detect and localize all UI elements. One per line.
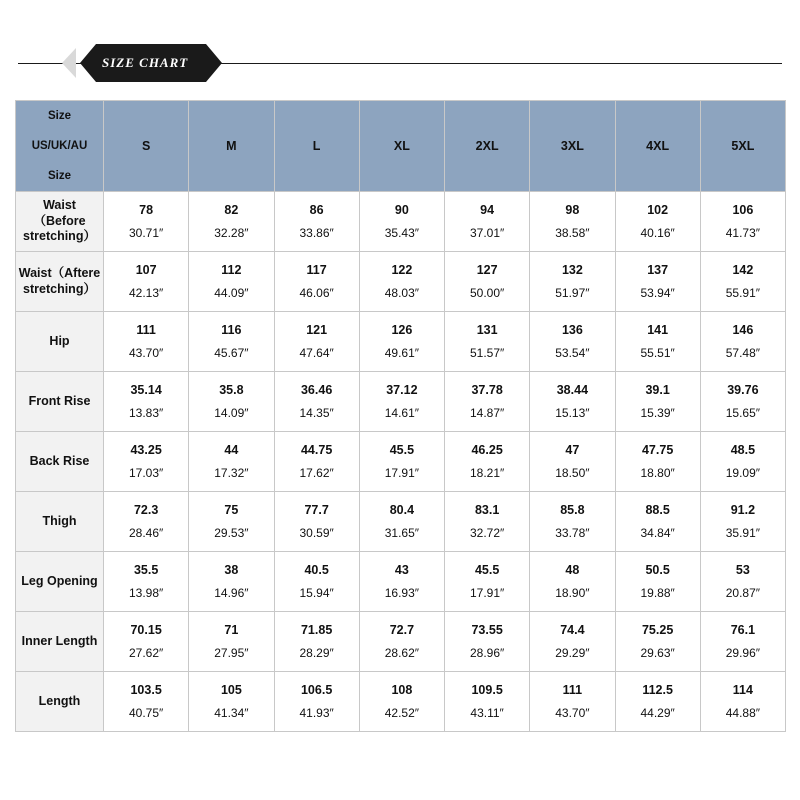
measurement-inch: 18.80″ bbox=[640, 466, 675, 480]
measurement-cell bbox=[530, 612, 615, 672]
measurement-cm: 127 bbox=[476, 263, 498, 277]
measurement-cell bbox=[530, 432, 615, 492]
measurement-cell bbox=[274, 252, 359, 312]
measurement-cm: 112.5 bbox=[642, 683, 673, 697]
row-label: Leg Opening bbox=[16, 552, 104, 612]
measurement-cell bbox=[359, 372, 444, 432]
measurement-cm: 108 bbox=[391, 683, 413, 697]
measurement-cell bbox=[615, 672, 700, 732]
measurement-cm: 146 bbox=[732, 323, 754, 337]
measurement-cell bbox=[615, 612, 700, 672]
measurement-cm: 76.1 bbox=[730, 623, 756, 637]
measurement-cm: 70.15 bbox=[130, 623, 162, 637]
measurement-inch: 17.91″ bbox=[384, 466, 420, 480]
measurement-inch: 53.94″ bbox=[640, 286, 675, 300]
ribbon-left-notch-icon bbox=[80, 44, 96, 82]
measurement-cell bbox=[104, 312, 189, 372]
column-header-size: 4XL bbox=[615, 101, 700, 192]
measurement-cm: 75.25 bbox=[641, 623, 674, 637]
measurement-cell bbox=[359, 672, 444, 732]
measurement-cell bbox=[700, 432, 785, 492]
measurement-inch: 45.67″ bbox=[214, 346, 249, 360]
column-header-size: L bbox=[274, 101, 359, 192]
measurement-inch: 29.29″ bbox=[555, 646, 590, 660]
measurement-inch: 28.46″ bbox=[128, 526, 164, 540]
ribbon-right-notch-icon bbox=[206, 44, 222, 82]
measurement-cm: 85.8 bbox=[560, 503, 585, 517]
measurement-inch: 53.54″ bbox=[555, 346, 590, 360]
measurement-cm: 37.78 bbox=[471, 383, 503, 397]
size-table-wrap bbox=[15, 100, 785, 732]
measurement-inch: 44.09″ bbox=[214, 286, 249, 300]
measurement-cell bbox=[445, 372, 530, 432]
table-row bbox=[16, 252, 786, 312]
measurement-cm: 103.5 bbox=[130, 683, 162, 697]
measurement-inch: 14.35″ bbox=[299, 406, 334, 420]
measurement-cell bbox=[445, 312, 530, 372]
measurement-inch: 57.48″ bbox=[725, 346, 761, 360]
measurement-inch: 18.90″ bbox=[555, 586, 590, 600]
measurement-cm: 39.1 bbox=[645, 383, 670, 397]
measurement-cell bbox=[700, 672, 785, 732]
measurement-inch: 18.50″ bbox=[555, 466, 590, 480]
measurement-cm: 47.75 bbox=[641, 443, 674, 457]
measurement-cm: 72.3 bbox=[133, 503, 159, 517]
measurement-inch: 28.96″ bbox=[469, 646, 505, 660]
measurement-inch: 29.63″ bbox=[640, 646, 675, 660]
measurement-cm: 106.5 bbox=[300, 683, 333, 697]
measurement-inch: 51.57″ bbox=[469, 346, 505, 360]
measurement-cell bbox=[189, 552, 274, 612]
table-row bbox=[16, 672, 786, 732]
measurement-cm: 78 bbox=[139, 203, 154, 217]
measurement-cm: 43.25 bbox=[130, 443, 162, 457]
measurement-cell bbox=[189, 432, 274, 492]
measurement-inch: 34.84″ bbox=[640, 526, 675, 540]
banner-ribbon bbox=[80, 44, 222, 82]
measurement-cell bbox=[445, 492, 530, 552]
measurement-cell bbox=[615, 492, 700, 552]
table-row bbox=[16, 312, 786, 372]
corner-label-region: US/UK/AU bbox=[31, 139, 88, 152]
measurement-inch: 15.94″ bbox=[299, 586, 334, 600]
measurement-cell bbox=[189, 492, 274, 552]
measurement-cm: 39.76 bbox=[727, 383, 759, 397]
measurement-cm: 47 bbox=[565, 443, 580, 457]
measurement-inch: 14.87″ bbox=[469, 406, 505, 420]
measurement-inch: 29.96″ bbox=[725, 646, 761, 660]
measurement-inch: 43.11″ bbox=[470, 706, 504, 720]
table-row bbox=[16, 432, 786, 492]
measurement-cell bbox=[700, 252, 785, 312]
measurement-cell bbox=[530, 372, 615, 432]
measurement-cm: 83.1 bbox=[474, 503, 500, 517]
measurement-inch: 17.91″ bbox=[469, 586, 505, 600]
measurement-cell bbox=[274, 672, 359, 732]
measurement-cm: 122 bbox=[391, 263, 413, 277]
measurement-cm: 117 bbox=[306, 263, 327, 277]
measurement-inch: 13.83″ bbox=[128, 406, 164, 420]
measurement-cm: 109.5 bbox=[471, 683, 503, 697]
measurement-cm: 111 bbox=[562, 683, 583, 697]
measurement-cell bbox=[359, 552, 444, 612]
measurement-cell bbox=[700, 312, 785, 372]
row-label: Thigh bbox=[16, 492, 104, 552]
measurement-cm: 72.7 bbox=[389, 623, 415, 637]
measurement-cm: 45.5 bbox=[389, 443, 415, 457]
measurement-cm: 90 bbox=[394, 203, 409, 217]
table-corner-cell bbox=[16, 101, 104, 192]
measurement-inch: 51.97″ bbox=[555, 286, 590, 300]
row-label: Inner Length bbox=[16, 612, 104, 672]
measurement-cm: 71 bbox=[224, 623, 239, 637]
measurement-cm: 77.7 bbox=[304, 503, 329, 517]
measurement-inch: 41.34″ bbox=[214, 706, 249, 720]
measurement-inch: 14.09″ bbox=[214, 406, 249, 420]
measurement-cell bbox=[274, 192, 359, 252]
measurement-inch: 40.16″ bbox=[640, 226, 675, 240]
measurement-cell bbox=[615, 552, 700, 612]
measurement-cm: 131 bbox=[476, 323, 498, 337]
table-row bbox=[16, 192, 786, 252]
measurement-inch: 16.93″ bbox=[384, 586, 420, 600]
measurement-inch: 40.75″ bbox=[128, 706, 164, 720]
measurement-cm: 114 bbox=[732, 683, 753, 697]
measurement-inch: 18.21″ bbox=[469, 466, 505, 480]
measurement-inch: 44.88″ bbox=[725, 706, 761, 720]
measurement-inch: 32.28″ bbox=[214, 226, 249, 240]
measurement-inch: 15.65″ bbox=[725, 406, 761, 420]
measurement-cell bbox=[700, 612, 785, 672]
column-header-size: 5XL bbox=[700, 101, 785, 192]
measurement-cell bbox=[274, 432, 359, 492]
column-header-size: 3XL bbox=[530, 101, 615, 192]
measurement-cm: 48 bbox=[565, 563, 580, 577]
measurement-inch: 29.53″ bbox=[214, 526, 249, 540]
measurement-cell bbox=[615, 372, 700, 432]
measurement-cell bbox=[700, 372, 785, 432]
row-label: Hip bbox=[16, 312, 104, 372]
measurement-inch: 43.70″ bbox=[555, 706, 590, 720]
measurement-cm: 50.5 bbox=[645, 563, 670, 577]
measurement-cm: 106 bbox=[732, 203, 754, 217]
size-table bbox=[15, 100, 786, 732]
measurement-cm: 40.5 bbox=[304, 563, 329, 577]
measurement-cm: 35.14 bbox=[130, 383, 162, 397]
table-body bbox=[16, 192, 786, 732]
measurement-cm: 132 bbox=[561, 263, 583, 277]
measurement-inch: 14.61″ bbox=[384, 406, 420, 420]
measurement-inch: 19.09″ bbox=[725, 466, 761, 480]
measurement-inch: 50.00″ bbox=[469, 286, 505, 300]
measurement-cell bbox=[530, 672, 615, 732]
measurement-inch: 28.62″ bbox=[384, 646, 420, 660]
measurement-inch: 17.03″ bbox=[128, 466, 164, 480]
measurement-cm: 44 bbox=[224, 443, 239, 457]
measurement-cell bbox=[615, 192, 700, 252]
measurement-cm: 46.25 bbox=[471, 443, 503, 457]
measurement-cell bbox=[189, 372, 274, 432]
measurement-inch: 17.62″ bbox=[299, 466, 334, 480]
measurement-inch: 27.62″ bbox=[128, 646, 164, 660]
measurement-cm: 121 bbox=[306, 323, 328, 337]
measurement-inch: 41.93″ bbox=[299, 706, 334, 720]
measurement-cm: 37.12 bbox=[386, 383, 418, 397]
column-header-size: S bbox=[104, 101, 189, 192]
page-title: SIZE CHART bbox=[102, 55, 189, 70]
measurement-cm: 136 bbox=[561, 323, 583, 337]
measurement-cell bbox=[104, 672, 189, 732]
corner-label-size2: Size bbox=[47, 169, 71, 182]
measurement-cm: 48.5 bbox=[730, 443, 756, 457]
measurement-inch: 41.73″ bbox=[725, 226, 761, 240]
measurement-cell bbox=[274, 372, 359, 432]
measurement-cm: 86 bbox=[309, 203, 324, 217]
measurement-cm: 35.5 bbox=[133, 563, 159, 577]
measurement-cell bbox=[530, 552, 615, 612]
measurement-cm: 102 bbox=[647, 203, 669, 217]
measurement-cm: 82 bbox=[224, 203, 239, 217]
row-label: Front Rise bbox=[16, 372, 104, 432]
measurement-inch: 28.29″ bbox=[299, 646, 334, 660]
measurement-inch: 48.03″ bbox=[384, 286, 420, 300]
measurement-cell bbox=[615, 252, 700, 312]
measurement-inch: 15.39″ bbox=[640, 406, 675, 420]
measurement-cell bbox=[274, 612, 359, 672]
measurement-cm: 142 bbox=[732, 263, 754, 277]
measurement-inch: 49.61″ bbox=[384, 346, 420, 360]
measurement-cell bbox=[445, 612, 530, 672]
measurement-cm: 111 bbox=[136, 323, 156, 337]
measurement-cell bbox=[445, 192, 530, 252]
measurement-cell bbox=[359, 192, 444, 252]
measurement-cell bbox=[359, 252, 444, 312]
measurement-cell bbox=[104, 552, 189, 612]
measurement-cell bbox=[104, 612, 189, 672]
measurement-cell bbox=[530, 492, 615, 552]
measurement-inch: 19.88″ bbox=[640, 586, 675, 600]
measurement-inch: 14.96″ bbox=[214, 586, 249, 600]
measurement-cell bbox=[189, 312, 274, 372]
measurement-cm: 71.85 bbox=[300, 623, 333, 637]
measurement-inch: 20.87″ bbox=[725, 586, 761, 600]
measurement-cm: 80.4 bbox=[389, 503, 415, 517]
measurement-cell bbox=[104, 432, 189, 492]
measurement-cell bbox=[530, 252, 615, 312]
measurement-inch: 46.06″ bbox=[299, 286, 334, 300]
measurement-cm: 126 bbox=[391, 323, 413, 337]
measurement-cell bbox=[274, 492, 359, 552]
measurement-cm: 141 bbox=[647, 323, 669, 337]
table-row bbox=[16, 372, 786, 432]
measurement-cm: 36.46 bbox=[300, 383, 333, 397]
measurement-inch: 35.91″ bbox=[725, 526, 761, 540]
measurement-cell bbox=[445, 252, 530, 312]
measurement-cell bbox=[445, 552, 530, 612]
measurement-inch: 17.32″ bbox=[214, 466, 249, 480]
measurement-inch: 42.52″ bbox=[384, 706, 420, 720]
measurement-cell bbox=[189, 612, 274, 672]
measurement-cm: 107 bbox=[135, 263, 157, 277]
measurement-cm: 116 bbox=[221, 323, 242, 337]
measurement-inch: 32.72″ bbox=[469, 526, 505, 540]
measurement-cm: 137 bbox=[647, 263, 669, 277]
measurement-inch: 44.29″ bbox=[640, 706, 675, 720]
column-header-size: XL bbox=[359, 101, 444, 192]
column-header-size: M bbox=[189, 101, 274, 192]
measurement-cell bbox=[359, 312, 444, 372]
measurement-cell bbox=[104, 372, 189, 432]
banner-title-wrap bbox=[96, 44, 206, 82]
measurement-cell bbox=[530, 312, 615, 372]
measurement-cm: 88.5 bbox=[645, 503, 670, 517]
measurement-cm: 43 bbox=[394, 563, 409, 577]
measurement-cell bbox=[359, 432, 444, 492]
measurement-inch: 30.59″ bbox=[299, 526, 334, 540]
measurement-cell bbox=[359, 612, 444, 672]
measurement-cm: 73.55 bbox=[471, 623, 503, 637]
row-label: Back Rise bbox=[16, 432, 104, 492]
measurement-inch: 31.65″ bbox=[384, 526, 420, 540]
measurement-cell bbox=[274, 312, 359, 372]
measurement-cm: 45.5 bbox=[474, 563, 500, 577]
table-row bbox=[16, 492, 786, 552]
measurement-inch: 33.86″ bbox=[299, 226, 334, 240]
table-header-row bbox=[16, 101, 786, 192]
measurement-cm: 98 bbox=[565, 203, 580, 217]
measurement-cell bbox=[104, 192, 189, 252]
measurement-cell bbox=[189, 252, 274, 312]
ribbon-tail-left-icon bbox=[62, 48, 76, 78]
measurement-inch: 13.98″ bbox=[128, 586, 164, 600]
measurement-cell bbox=[445, 432, 530, 492]
measurement-cell bbox=[530, 192, 615, 252]
measurement-inch: 55.91″ bbox=[725, 286, 761, 300]
measurement-inch: 15.13″ bbox=[555, 406, 590, 420]
measurement-cm: 75 bbox=[224, 503, 239, 517]
measurement-cell bbox=[615, 312, 700, 372]
measurement-cell bbox=[700, 192, 785, 252]
measurement-cm: 35.8 bbox=[219, 383, 244, 397]
table-header bbox=[16, 101, 786, 192]
measurement-inch: 35.43″ bbox=[384, 226, 420, 240]
corner-label-size: Size bbox=[47, 110, 71, 122]
measurement-inch: 27.95″ bbox=[214, 646, 249, 660]
measurement-inch: 33.78″ bbox=[555, 526, 590, 540]
measurement-inch: 55.51″ bbox=[640, 346, 675, 360]
measurement-cm: 94 bbox=[480, 203, 495, 217]
measurement-cell bbox=[615, 432, 700, 492]
measurement-cm: 38.44 bbox=[556, 383, 589, 397]
measurement-cm: 74.4 bbox=[560, 623, 585, 637]
row-label: Waist（Before stretching） bbox=[16, 192, 104, 252]
measurement-inch: 42.13″ bbox=[128, 286, 164, 300]
measurement-cm: 91.2 bbox=[730, 503, 756, 517]
measurement-inch: 38.58″ bbox=[555, 226, 590, 240]
measurement-cm: 105 bbox=[220, 683, 242, 697]
row-label: Length bbox=[16, 672, 104, 732]
measurement-cell bbox=[700, 492, 785, 552]
measurement-cell bbox=[189, 672, 274, 732]
measurement-cell bbox=[359, 492, 444, 552]
measurement-cm: 38 bbox=[224, 563, 239, 577]
measurement-inch: 37.01″ bbox=[469, 226, 505, 240]
measurement-inch: 43.70″ bbox=[128, 346, 164, 360]
table-row bbox=[16, 612, 786, 672]
banner bbox=[18, 44, 782, 84]
measurement-cm: 112 bbox=[221, 263, 242, 277]
measurement-cell bbox=[445, 672, 530, 732]
measurement-cell bbox=[104, 252, 189, 312]
measurement-cm: 53 bbox=[735, 563, 750, 577]
measurement-cell bbox=[700, 552, 785, 612]
measurement-cell bbox=[189, 192, 274, 252]
row-label: Waist（Aftere stretching） bbox=[16, 252, 104, 312]
measurement-inch: 30.71″ bbox=[128, 226, 164, 240]
column-header-size: 2XL bbox=[445, 101, 530, 192]
table-row bbox=[16, 552, 786, 612]
measurement-cm: 44.75 bbox=[300, 443, 333, 457]
measurement-inch: 47.64″ bbox=[299, 346, 334, 360]
measurement-cell bbox=[274, 552, 359, 612]
measurement-cell bbox=[104, 492, 189, 552]
